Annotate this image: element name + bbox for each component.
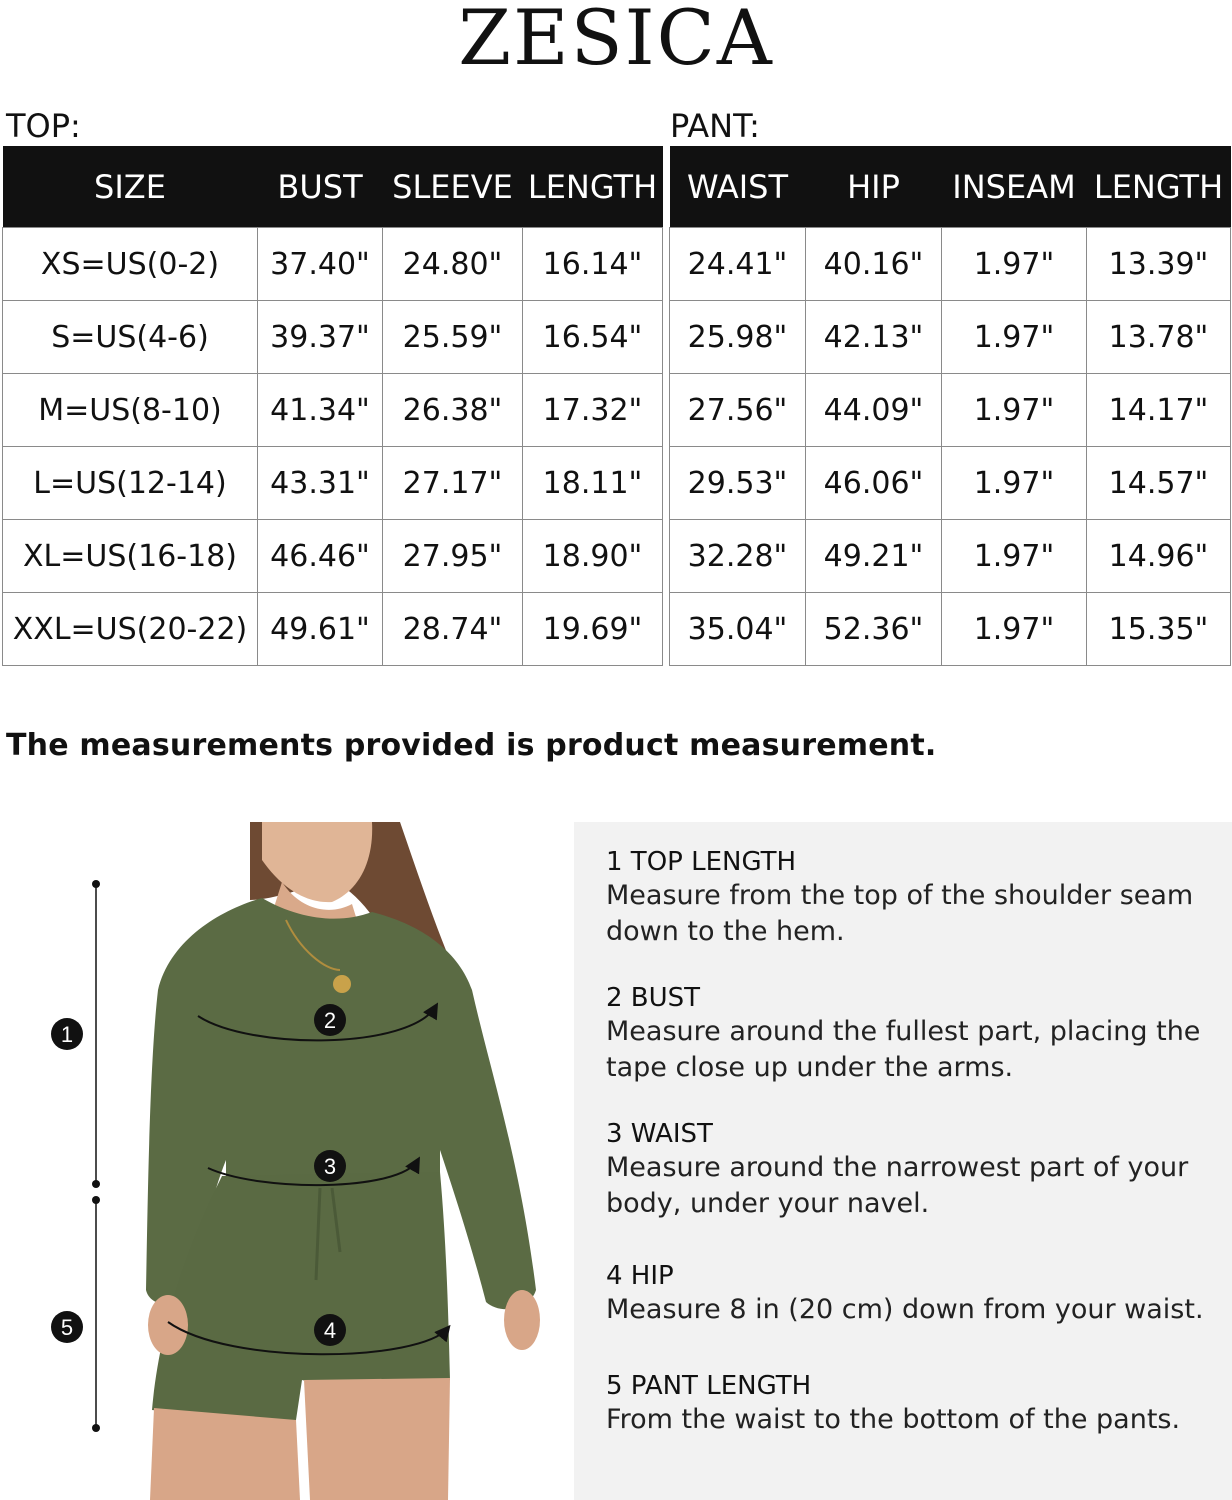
table-cell: 1.97" <box>942 228 1087 301</box>
table-cell: 46.06" <box>806 447 942 520</box>
pendant <box>333 975 351 993</box>
guide-title: 5 PANT LENGTH <box>606 1371 812 1401</box>
guide-description: Measure around the narrowest part of your body, under your navel. <box>606 1152 1189 1219</box>
guide-item-top-length <box>606 846 1216 950</box>
pant-header-hip: HIP <box>806 146 942 228</box>
top-header-length: LENGTH <box>523 146 663 228</box>
table-cell: 41.34" <box>258 374 383 447</box>
table-cell: 25.59" <box>383 301 523 374</box>
guide-item-waist <box>606 1118 1216 1222</box>
table-cell: 35.04" <box>670 593 806 666</box>
marker-2-label: 2 <box>323 1008 337 1033</box>
table-row <box>3 447 663 520</box>
marker-3-label: 3 <box>323 1154 337 1179</box>
pant-header-waist: WAIST <box>670 146 806 228</box>
table-cell: 37.40" <box>258 228 383 301</box>
guide-dot <box>92 880 100 888</box>
table-cell: 14.57" <box>1087 447 1231 520</box>
table-cell: 46.46" <box>258 520 383 593</box>
table-cell: 18.11" <box>523 447 663 520</box>
pant-section-label: PANT: <box>670 107 760 145</box>
table-row <box>670 447 1231 520</box>
guide-item-bust <box>606 982 1216 1086</box>
table-cell: 14.96" <box>1087 520 1231 593</box>
model-measurement-illustration <box>0 820 560 1500</box>
table-cell: S=US(4-6) <box>3 301 258 374</box>
guide-description: Measure from the top of the shoulder seam down to the hem. <box>606 880 1194 947</box>
guide-dot <box>92 1180 100 1188</box>
table-row <box>670 374 1231 447</box>
table-cell: 27.95" <box>383 520 523 593</box>
table-row <box>670 301 1231 374</box>
table-cell: 24.41" <box>670 228 806 301</box>
guide-description: Measure around the fullest part, placing the tape close up under the arms. <box>606 1016 1201 1083</box>
table-cell: L=US(12-14) <box>3 447 258 520</box>
table-row <box>3 520 663 593</box>
pant-size-table <box>669 146 1231 666</box>
table-cell: XL=US(16-18) <box>3 520 258 593</box>
model-hand-left <box>148 1295 188 1355</box>
guide-item-hip <box>606 1260 1216 1328</box>
guide-title: 2 BUST <box>606 983 701 1013</box>
table-cell: 26.38" <box>383 374 523 447</box>
guide-dot <box>92 1424 100 1432</box>
table-cell: 49.21" <box>806 520 942 593</box>
table-row <box>670 520 1231 593</box>
guide-item-pant-length <box>606 1370 1216 1438</box>
table-row <box>3 301 663 374</box>
table-cell: 25.98" <box>670 301 806 374</box>
model-legs-right <box>304 1378 450 1500</box>
table-cell: 13.39" <box>1087 228 1231 301</box>
marker-1-label: 1 <box>60 1022 74 1047</box>
table-cell: 13.78" <box>1087 301 1231 374</box>
top-header-size: SIZE <box>3 146 258 228</box>
table-row <box>3 374 663 447</box>
table-cell: 19.69" <box>523 593 663 666</box>
guide-title: 4 HIP <box>606 1261 674 1291</box>
top-header-bust: BUST <box>258 146 383 228</box>
table-cell: 52.36" <box>806 593 942 666</box>
table-cell: 40.16" <box>806 228 942 301</box>
measurement-guide-panel <box>574 822 1232 1500</box>
marker-5-label: 5 <box>60 1315 74 1340</box>
guide-dot <box>92 1196 100 1204</box>
table-cell: XXL=US(20-22) <box>3 593 258 666</box>
table-cell: 24.80" <box>383 228 523 301</box>
table-cell: 27.56" <box>670 374 806 447</box>
marker-4-label: 4 <box>323 1318 337 1343</box>
table-cell: 29.53" <box>670 447 806 520</box>
table-cell: 18.90" <box>523 520 663 593</box>
guide-description: From the waist to the bottom of the pants. <box>606 1404 1181 1435</box>
table-cell: 16.54" <box>523 301 663 374</box>
table-cell: 44.09" <box>806 374 942 447</box>
table-cell: 1.97" <box>942 593 1087 666</box>
table-cell: 1.97" <box>942 374 1087 447</box>
table-row <box>3 228 663 301</box>
pant-header-row <box>670 146 1231 228</box>
table-cell: 27.17" <box>383 447 523 520</box>
pant-header-length: LENGTH <box>1087 146 1231 228</box>
table-cell: 14.17" <box>1087 374 1231 447</box>
top-header-sleeve: SLEEVE <box>383 146 523 228</box>
measurement-note: The measurements provided is product measurement. <box>6 728 937 763</box>
top-size-table <box>2 146 663 666</box>
guide-description: Measure 8 in (20 cm) down from your waist. <box>606 1294 1204 1325</box>
table-row <box>3 593 663 666</box>
table-cell: 1.97" <box>942 447 1087 520</box>
table-row <box>670 228 1231 301</box>
table-cell: 15.35" <box>1087 593 1231 666</box>
table-cell: 39.37" <box>258 301 383 374</box>
table-cell: 17.32" <box>523 374 663 447</box>
pant-header-inseam: INSEAM <box>942 146 1087 228</box>
guide-title: 3 WAIST <box>606 1119 713 1149</box>
model-hand-right <box>504 1290 540 1350</box>
guide-title: 1 TOP LENGTH <box>606 847 797 877</box>
top-section-label: TOP: <box>6 107 81 145</box>
brand-logo: ZESICA <box>458 0 774 82</box>
table-cell: 49.61" <box>258 593 383 666</box>
table-cell: 16.14" <box>523 228 663 301</box>
table-row <box>670 593 1231 666</box>
table-cell: 1.97" <box>942 520 1087 593</box>
table-cell: M=US(8-10) <box>3 374 258 447</box>
model-legs <box>150 1408 300 1500</box>
table-cell: 28.74" <box>383 593 523 666</box>
top-header-row <box>3 146 663 228</box>
table-cell: 42.13" <box>806 301 942 374</box>
table-cell: 32.28" <box>670 520 806 593</box>
table-cell: 1.97" <box>942 301 1087 374</box>
table-cell: XS=US(0-2) <box>3 228 258 301</box>
table-cell: 43.31" <box>258 447 383 520</box>
